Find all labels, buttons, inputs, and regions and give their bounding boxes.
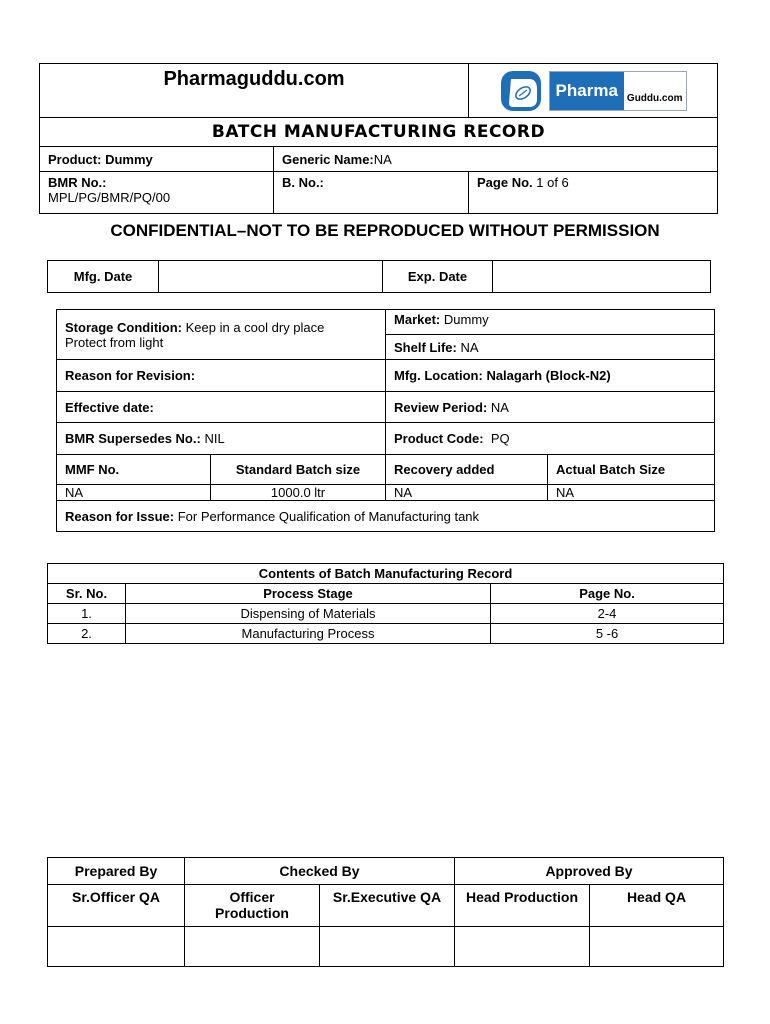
contents-table [47, 563, 724, 644]
generic-name-value: NA [373, 151, 392, 167]
exp-date-label: Exp. Date [383, 261, 493, 293]
market-cell [386, 310, 715, 335]
page-no-value: 1 of 6 [536, 175, 569, 190]
reason-for-revision-label: Reason for Revision: [57, 360, 386, 392]
contents-page: 5 -6 [491, 624, 724, 644]
confidential-notice: CONFIDENTIAL–NOT TO BE REPRODUCED WITHOUT PERMISSION [110, 221, 660, 240]
mfg-date-field[interactable] [159, 261, 383, 293]
bmr-cell [40, 172, 274, 214]
contents-sr: 1. [48, 604, 126, 624]
header-table [39, 63, 718, 214]
generic-name-cell [274, 147, 718, 172]
logo [469, 64, 718, 118]
shelf-life-cell [386, 335, 715, 360]
shelf-life-label: Shelf Life: [394, 339, 457, 355]
reason-for-issue-label: Reason for Issue: [65, 508, 175, 524]
role-officer-production: Officer Production [185, 885, 320, 927]
recovery-value: NA [386, 485, 548, 501]
signature-field[interactable] [320, 927, 455, 967]
signoff-table [47, 857, 724, 967]
dates-table [47, 260, 711, 293]
table-row [48, 604, 724, 624]
contents-header-sr: Sr. No. [48, 584, 126, 604]
product-code-cell [386, 423, 715, 455]
page-no-cell [469, 172, 718, 214]
contents-stage: Dispensing of Materials [126, 604, 491, 624]
col-header-mmf: MMF No. [57, 455, 211, 485]
batch-no-label: B. No.: [274, 172, 469, 214]
storage-condition-label: Storage Condition: [65, 319, 182, 335]
col-header-recovery: Recovery added [386, 455, 548, 485]
logo-text-main: Pharma [550, 72, 624, 110]
contents-sr: 2. [48, 624, 126, 644]
supersedes-label: BMR Supersedes No.: [65, 431, 201, 446]
supersedes-value: NIL [204, 431, 225, 446]
role-head-production: Head Production [455, 885, 590, 927]
effective-date-label: Effective date: [57, 392, 386, 423]
bmr-label: BMR No.: [48, 175, 107, 190]
signature-field[interactable] [455, 927, 590, 967]
signature-field[interactable] [590, 927, 724, 967]
reason-for-issue-value: For Performance Qualification of Manufacturing tank [177, 508, 480, 524]
review-period-value: NA [490, 399, 509, 415]
contents-header-page: Page No. [491, 584, 724, 604]
storage-condition-value-2: Protect from light [65, 334, 164, 350]
site-title: Pharmaguddu.com [40, 64, 469, 118]
shelf-life-value: NA [460, 339, 479, 355]
col-header-standard-batch: Standard Batch size [211, 455, 386, 485]
signature-field[interactable] [48, 927, 185, 967]
storage-condition-value: Keep in a cool dry place [185, 319, 325, 335]
product-cell [40, 147, 274, 172]
review-period-label: Review Period: [394, 399, 488, 415]
page-no-label: Page No. [477, 175, 533, 190]
signature-field[interactable] [185, 927, 320, 967]
supersedes-cell [57, 423, 386, 455]
contents-stage: Manufacturing Process [126, 624, 491, 644]
document-title: BATCH MANUFACTURING RECORD [40, 118, 718, 147]
product-label: Product: [48, 151, 102, 167]
col-header-actual-batch: Actual Batch Size [548, 455, 715, 485]
prepared-by-header: Prepared By [48, 858, 185, 885]
actual-batch-value: NA [548, 485, 715, 501]
mfg-location: Mfg. Location: Nalagarh (Block-N2) [386, 360, 715, 392]
approved-by-header: Approved By [455, 858, 724, 885]
contents-header-stage: Process Stage [126, 584, 491, 604]
product-code-label: Product Code: [394, 431, 484, 446]
contents-title: Contents of Batch Manufacturing Record [48, 564, 724, 584]
capsule-logo-icon [499, 69, 543, 113]
generic-name-label: Generic Name: [282, 151, 374, 167]
checked-by-header: Checked By [185, 858, 455, 885]
market-label: Market: [394, 312, 441, 327]
role-head-qa: Head QA [590, 885, 724, 927]
logo-text-sub: Guddu.com [626, 92, 683, 104]
product-code-value: PQ [490, 431, 510, 446]
table-row [48, 624, 724, 644]
review-period-cell [386, 392, 715, 423]
storage-condition-cell [57, 310, 386, 360]
role-sr-executive-qa: Sr.Executive QA [320, 885, 455, 927]
standard-batch-value: 1000.0 ltr [211, 485, 386, 501]
product-info-table [56, 309, 715, 532]
role-sr-officer-qa: Sr.Officer QA [48, 885, 185, 927]
reason-for-issue-cell [57, 501, 715, 532]
product-value: Dummy [105, 151, 153, 167]
contents-page: 2-4 [491, 604, 724, 624]
market-value: Dummy [443, 312, 489, 327]
mfg-date-label: Mfg. Date [48, 261, 159, 293]
bmr-value: MPL/PG/BMR/PQ/00 [48, 190, 171, 205]
exp-date-field[interactable] [493, 261, 711, 293]
mmf-value: NA [57, 485, 211, 501]
